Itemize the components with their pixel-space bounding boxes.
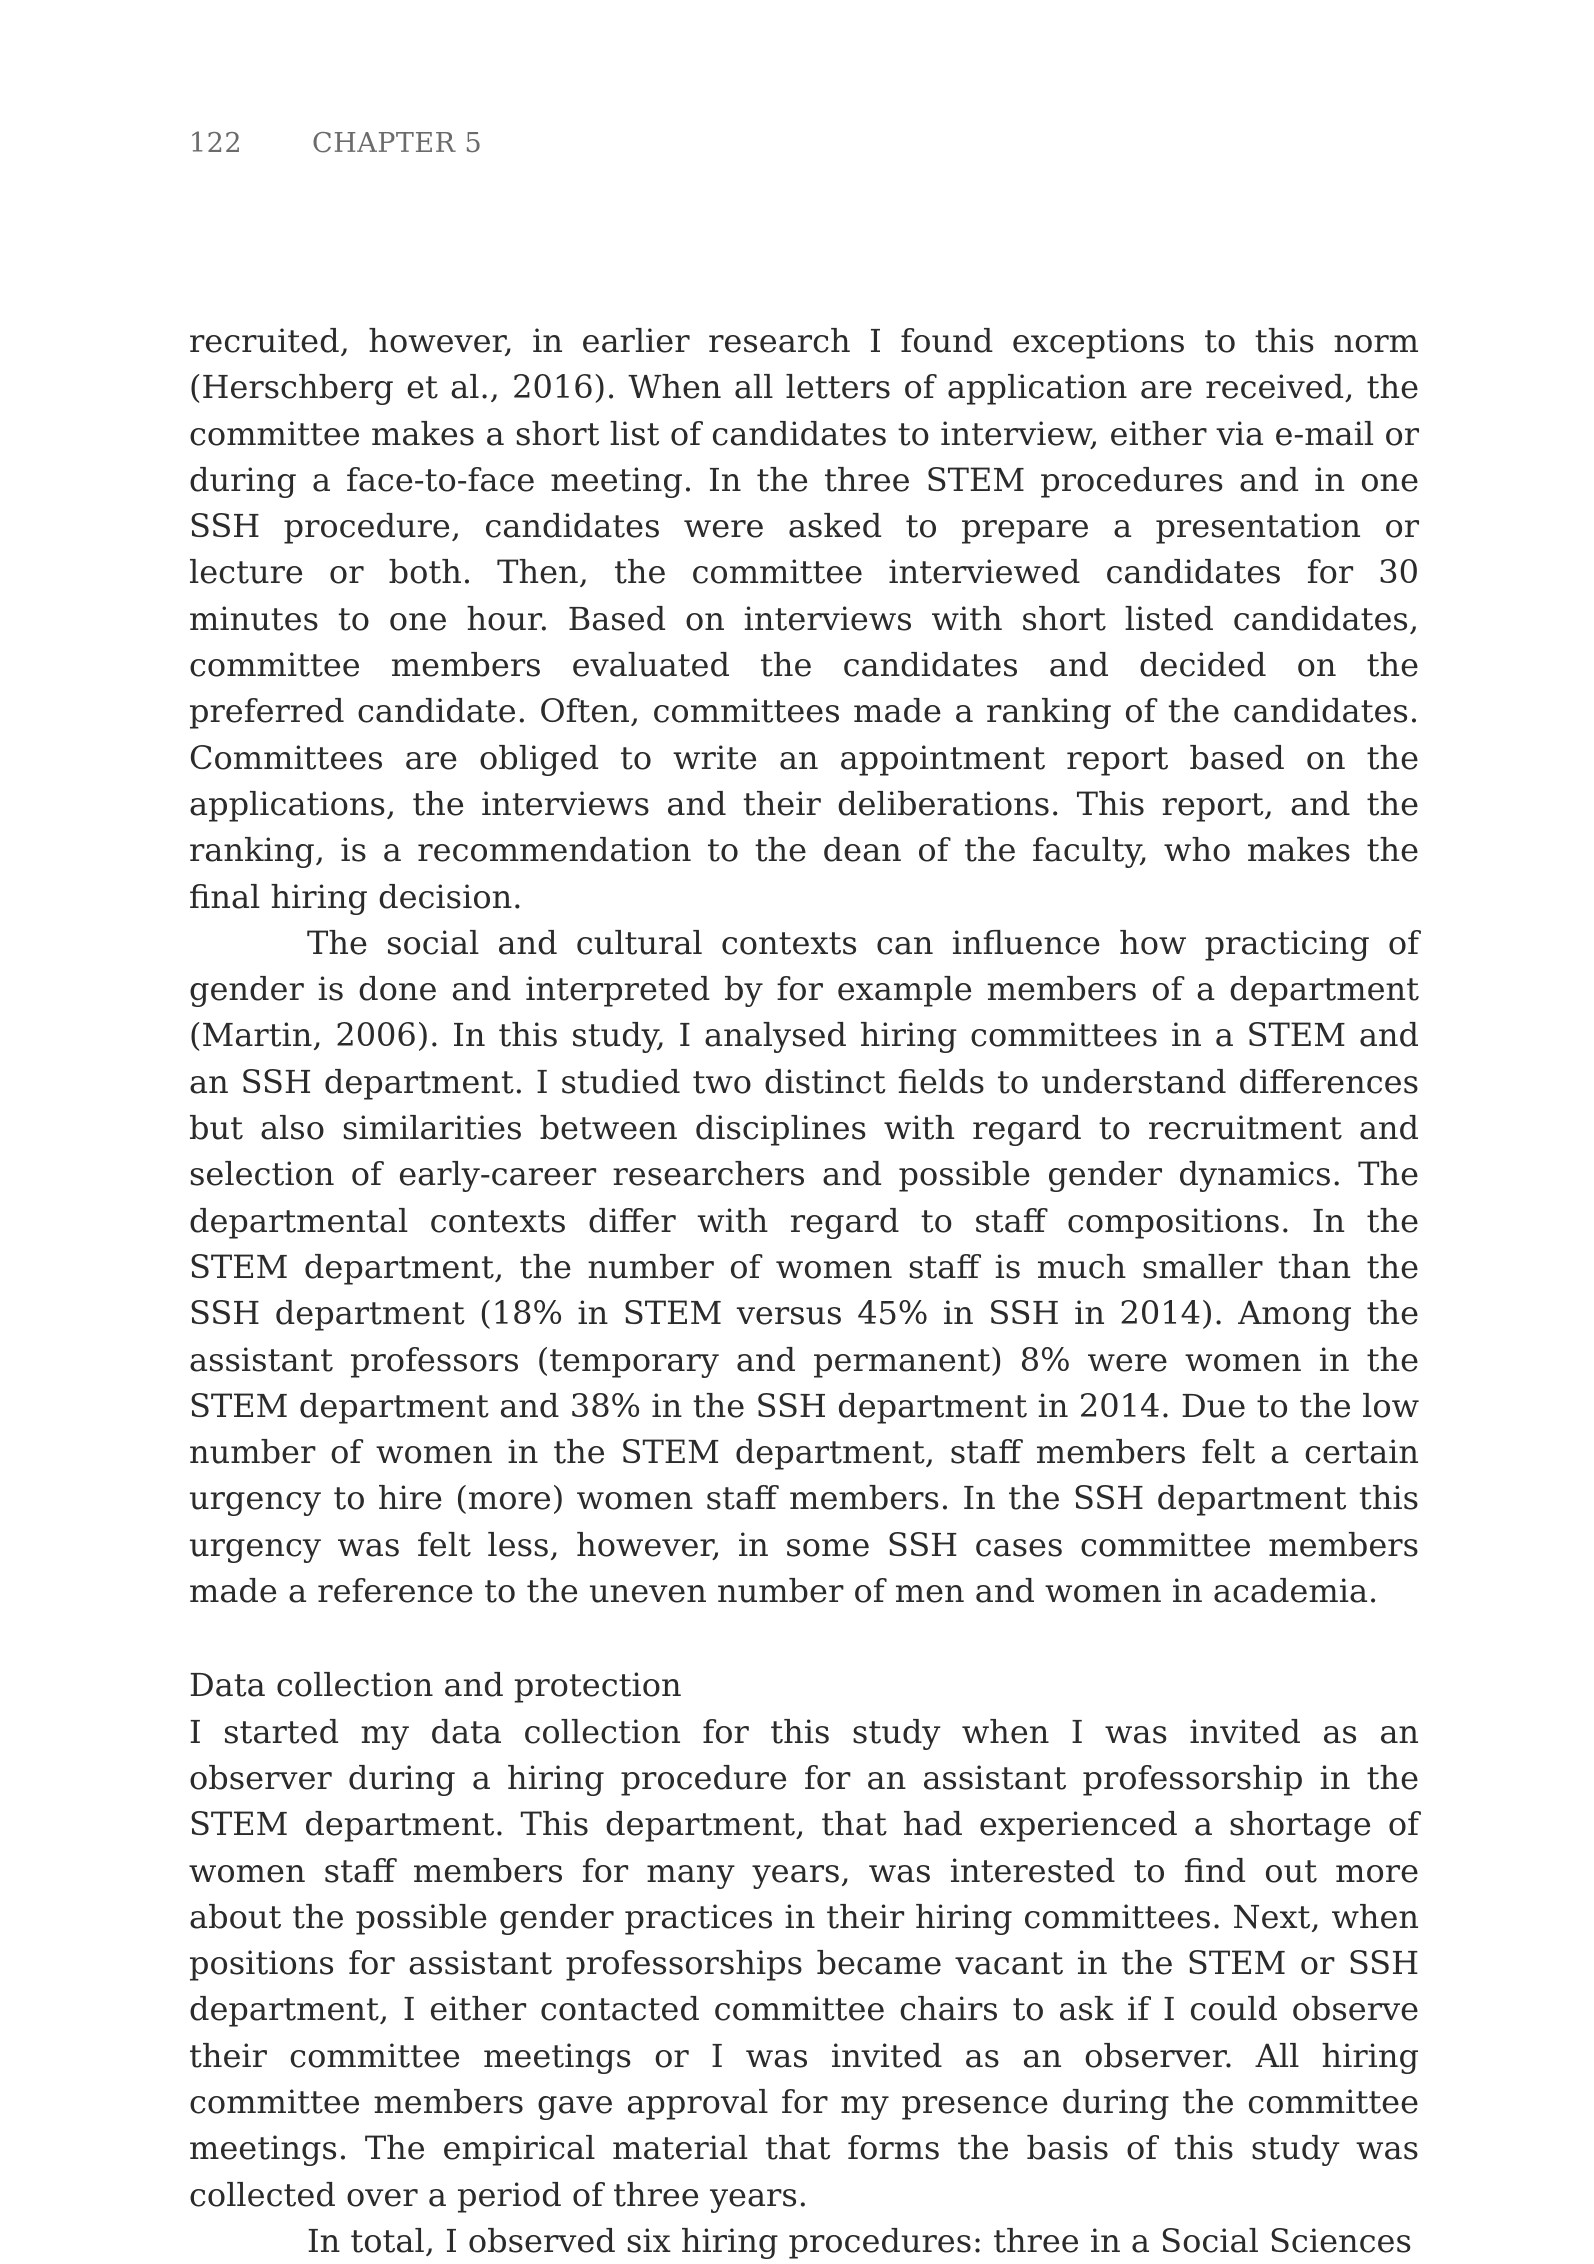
chapter-label: CHAPTER 5 <box>312 128 483 159</box>
page-number: 122 <box>189 128 243 159</box>
paragraph-4: In total, I observed six hiring procedures: three in a Social Sciences <box>307 2221 1412 2260</box>
body-text <box>189 318 1419 2264</box>
paragraph-3: I started my data collection for this study when I was invited as an observer during a hiring procedure for an assistant professorship in the STEM department. This department, that had experienced a shortage of women staff members for many years, was interested to find out more about the possible gender practices in their hiring committees. Next, when positions for assistant professorships became vacant in the STEM or SSH department, I either contacted committee chairs to ask if I could observe their committee meetings or I was invited as an observer. All hiring committee members gave approval for my presence during the committee meetings. The empirical material that forms the basis of this study was collected over a period of three years. <box>189 1712 1419 2214</box>
paragraph-1: recruited, however, in earlier research I found exceptions to this norm (Herschberg et al., 2016). When all letters of application are received, the committee makes a short list of candidates to interview, either via e-mail or during a face-to-face meeting. In the three STEM procedures and in one SSH procedure, candidates were asked to prepare a presentation or lecture or both. Then, the committee interviewed candidates for 30 minutes to one hour. Based on interviews with short listed candidates, committee members evaluated the candidates and decided on the preferred candidate. Often, committees made a ranking of the candidates. Committees are obliged to write an appointment report based on the applications, the interviews and their deliberations. This report, and the ranking, is a recommendation to the dean of the faculty, who makes the final hiring decision. <box>189 322 1419 916</box>
running-head <box>189 128 482 159</box>
paragraph-2: The social and cultural contexts can influence how practicing of gender is done and interpreted by for example members of a department (Martin, 2006). In this study, I analysed hiring committees in a STEM and an SSH department. I studied two distinct fields to understand differences but also similarities between disciplines with regard to recruitment and selection of early-career researchers and possible gender dynamics. The departmental contexts differ with regard to staff compositions. In the STEM department, the number of women staff is much smaller than the SSH department (18% in STEM versus 45% in SSH in 2014). Among the assistant professors (temporary and permanent) 8% were women in the STEM department and 38% in the SSH department in 2014. Due to the low number of women in the STEM department, staff members felt a certain urgency to hire (more) women staff members. In the SSH department this urgency was felt less, however, in some SSH cases committee members made a reference to the uneven number of men and women in academia. <box>189 923 1419 1611</box>
section-heading: Data collection and protection <box>189 1666 682 1705</box>
